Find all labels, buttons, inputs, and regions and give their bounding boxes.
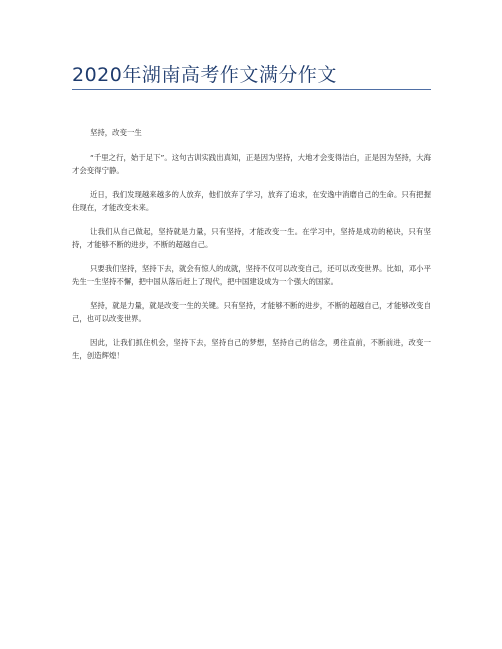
document-title: 2020年湖南高考作文满分作文 — [72, 64, 337, 86]
title-underline — [72, 89, 431, 90]
paragraph: 让我们从自己做起，坚持就是力量，只有坚持，才能改变一生。在学习中，坚持是成功的秘诀，只有坚持，才能够不断的进步，不断的超越自己。 — [72, 227, 431, 249]
paragraph: “千里之行，始于足下”。这句古训实践出真知，正是因为坚持，大地才会变得洁白，正是因为坚持，大海才会变得宁静。 — [72, 153, 431, 175]
essay-subtitle: 坚持，改变一生 — [90, 128, 142, 137]
paragraph: 只要我们坚持，坚持下去，就会有惊人的成就，坚持不仅可以改变自己，还可以改变世界。比如，邓小平先生一生坚持不懈，把中国从落后赶上了现代，把中国建设成为一个强大的国家。 — [72, 264, 431, 286]
paragraph: 因此，让我们抓住机会，坚持下去，坚持自己的梦想，坚持自己的信念，勇往直前，不断前进，改变一生，创造辉煌！ — [72, 338, 431, 360]
document-body — [72, 126, 431, 373]
paragraph: 近日，我们发现越来越多的人放弃，他们放弃了学习，放弃了追求，在安逸中消磨自己的生命。只有把握住现在，才能改变未来。 — [72, 190, 431, 212]
paragraph: 坚持，就是力量，就是改变一生的关键。只有坚持，才能够不断的进步，不断的超越自己，才能够改变自己，也可以改变世界。 — [72, 301, 431, 323]
